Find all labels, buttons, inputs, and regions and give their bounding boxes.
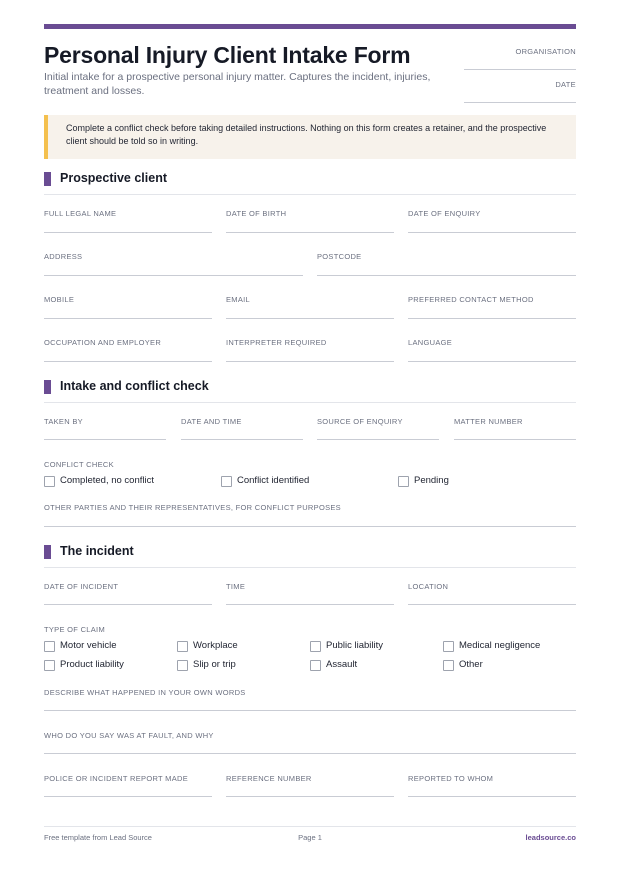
language-field[interactable] (408, 338, 576, 362)
checkbox[interactable] (44, 476, 55, 487)
field-label: TAKEN BY (44, 417, 83, 426)
checkbox[interactable] (44, 660, 55, 671)
checkbox[interactable] (310, 641, 321, 652)
postcode-field[interactable] (317, 252, 576, 276)
page-title: Personal Injury Client Intake Form (44, 42, 411, 68)
header-date-field[interactable] (464, 74, 576, 103)
date-time-field[interactable] (181, 417, 303, 440)
checkbox[interactable] (177, 641, 188, 652)
section-title: The incident (60, 544, 134, 558)
field-label: REFERENCE NUMBER (226, 774, 312, 783)
describe-incident-field[interactable] (44, 688, 576, 711)
type-of-claim-label: TYPE OF CLAIM (44, 625, 105, 634)
field-label: DATE AND TIME (181, 417, 242, 426)
checkbox[interactable] (398, 476, 409, 487)
email-field[interactable] (226, 295, 394, 319)
option-label: Completed, no conflict (60, 475, 154, 486)
conflict-check-label: CONFLICT CHECK (44, 460, 114, 469)
checkbox[interactable] (443, 660, 454, 671)
field-label: LOCATION (408, 582, 449, 591)
footer-source: Free template from Lead Source (44, 833, 152, 842)
checkbox[interactable] (44, 641, 55, 652)
checkbox[interactable] (310, 660, 321, 671)
field-label: OTHER PARTIES AND THEIR REPRESENTATIVES, FOR CONFLICT PURPOSES (44, 503, 341, 512)
page-subtitle: Initial intake for a prospective personal injury matter. Captures the incident, injuries, treatment and losses. (44, 71, 431, 97)
footer-page-number: Page 1 (298, 833, 322, 842)
field-label: DESCRIBE WHAT HAPPENED IN YOUR OWN WORDS (44, 688, 246, 697)
field-label: LANGUAGE (408, 338, 453, 347)
option-label: Pending (414, 475, 449, 486)
option-label: Medical negligence (459, 640, 541, 651)
header-date-label: DATE (555, 80, 576, 89)
interpreter-field[interactable] (226, 338, 394, 362)
field-label: MATTER NUMBER (454, 417, 523, 426)
section-title: Prospective client (60, 171, 167, 185)
section-intake-conflict (44, 380, 576, 403)
option-label: Assault (326, 659, 358, 670)
option-label: Slip or trip (193, 659, 236, 670)
section-marker (44, 545, 51, 559)
full-legal-name-field[interactable] (44, 209, 212, 233)
field-label: WHO DO YOU SAY WAS AT FAULT, AND WHY (44, 731, 214, 740)
section-prospective-client (44, 172, 576, 195)
date-of-birth-field[interactable] (226, 209, 394, 233)
source-of-enquiry-field[interactable] (317, 417, 439, 440)
checkbox[interactable] (177, 660, 188, 671)
taken-by-field[interactable] (44, 417, 166, 440)
section-incident (44, 545, 576, 568)
police-report-field[interactable] (44, 774, 212, 797)
field-label: POSTCODE (317, 252, 362, 261)
section-marker (44, 380, 51, 394)
field-label: REPORTED TO WHOM (408, 774, 494, 783)
field-label: ADDRESS (44, 252, 83, 261)
option-label: Other (459, 659, 483, 670)
address-field[interactable] (44, 252, 303, 276)
option-label: Motor vehicle (60, 640, 117, 651)
section-marker (44, 172, 51, 186)
checkbox[interactable] (443, 641, 454, 652)
field-label: TIME (226, 582, 246, 591)
field-label: DATE OF ENQUIRY (408, 209, 481, 218)
date-of-incident-field[interactable] (44, 582, 212, 605)
reference-number-field[interactable] (226, 774, 394, 797)
incident-time-field[interactable] (226, 582, 394, 605)
incident-location-field[interactable] (408, 582, 576, 605)
matter-number-field[interactable] (454, 417, 576, 440)
preferred-contact-field[interactable] (408, 295, 576, 319)
section-title: Intake and conflict check (60, 379, 209, 393)
checkbox[interactable] (221, 476, 232, 487)
form-header (44, 40, 576, 110)
fault-field[interactable] (44, 731, 576, 754)
organisation-field[interactable] (464, 41, 576, 70)
other-parties-field[interactable] (44, 503, 576, 527)
field-label: FULL LEGAL NAME (44, 209, 117, 218)
field-label: EMAIL (226, 295, 251, 304)
page-footer (44, 826, 576, 847)
option-label: Product liability (60, 659, 124, 670)
footer-link[interactable]: leadsource.co (525, 833, 576, 842)
field-label: DATE OF INCIDENT (44, 582, 119, 591)
option-label: Conflict identified (237, 475, 310, 486)
field-label: SOURCE OF ENQUIRY (317, 417, 403, 426)
organisation-label: ORGANISATION (515, 47, 576, 56)
field-label: MOBILE (44, 295, 75, 304)
field-label: DATE OF BIRTH (226, 209, 287, 218)
reported-to-field[interactable] (408, 774, 576, 797)
field-label: POLICE OR INCIDENT REPORT MADE (44, 774, 189, 783)
field-label: OCCUPATION AND EMPLOYER (44, 338, 162, 347)
notice-text: Complete a conflict check before taking detailed instructions. Nothing on this form creates a retainer, and the prospective client should be told so in writing. (66, 123, 547, 146)
option-label: Workplace (193, 640, 238, 651)
field-label: INTERPRETER REQUIRED (226, 338, 327, 347)
conflict-notice (44, 115, 576, 159)
date-of-enquiry-field[interactable] (408, 209, 576, 233)
field-label: PREFERRED CONTACT METHOD (408, 295, 534, 304)
mobile-field[interactable] (44, 295, 212, 319)
occupation-field[interactable] (44, 338, 212, 362)
accent-top-bar (44, 24, 576, 29)
option-label: Public liability (326, 640, 384, 651)
